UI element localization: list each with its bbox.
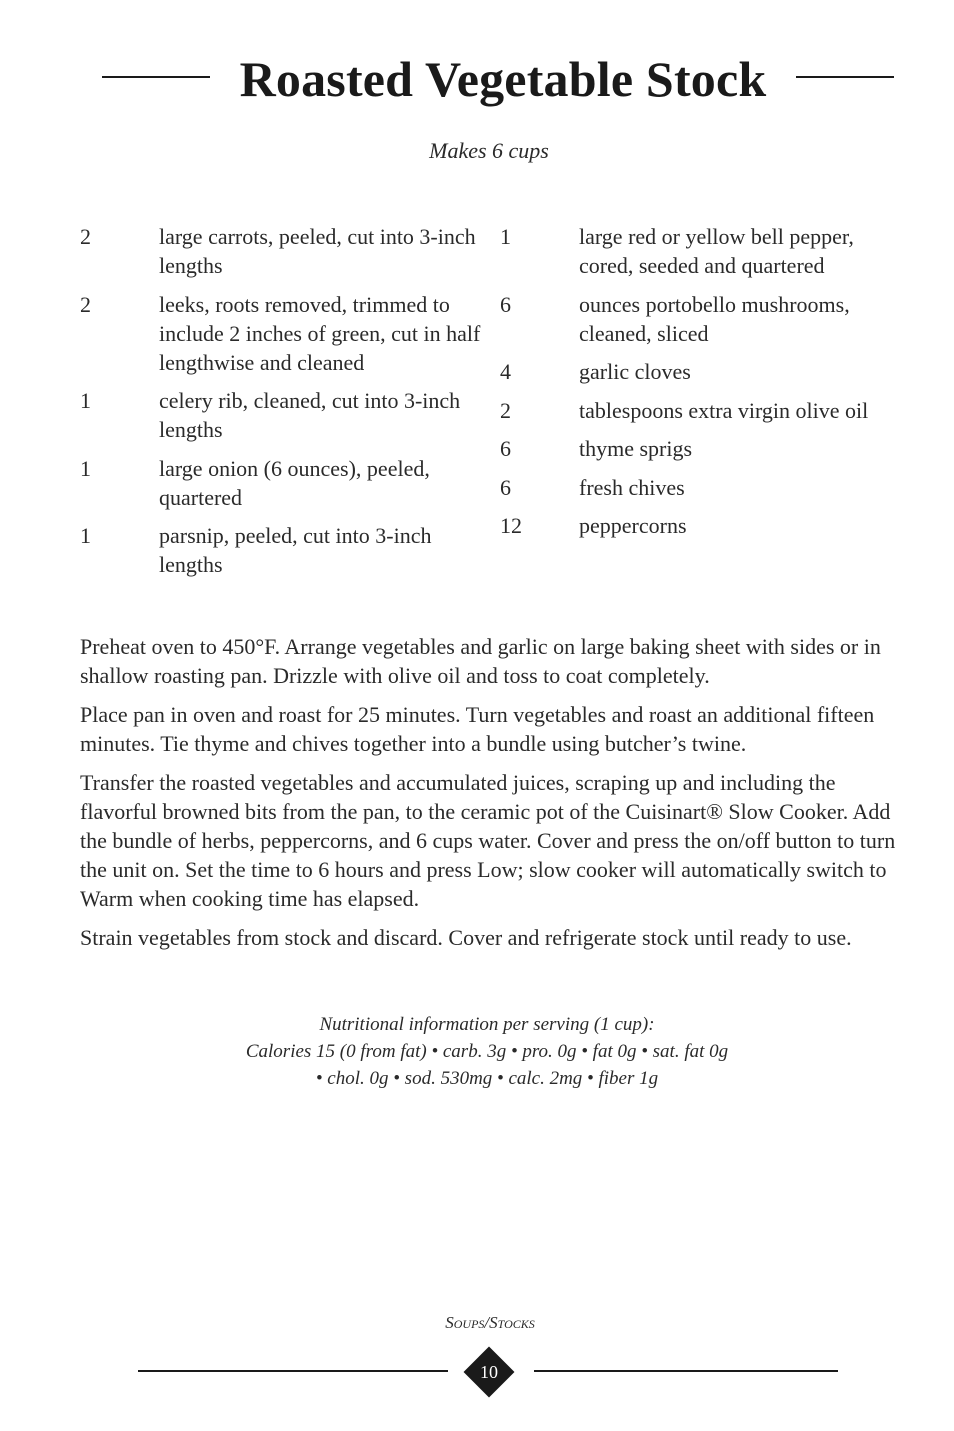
page-number-badge (463, 1346, 515, 1398)
ingredient-quantity: 1 (80, 523, 91, 548)
ingredient-item (80, 290, 490, 377)
ingredient-item (80, 222, 490, 280)
ingredient-description: peppercorns (579, 513, 687, 538)
ingredient-description: large onion (6 ounces), peeled, quartered (159, 455, 430, 510)
ingredient-quantity: 2 (80, 224, 91, 249)
ingredient-quantity: 1 (80, 388, 91, 413)
method-paragraph: Place pan in oven and roast for 25 minutes. Turn vegetables and roast an additional fifteen minutes. Tie thyme and chives together into a bundle using butcher’s twine. (80, 702, 875, 756)
ingredient-description: garlic cloves (579, 359, 691, 384)
recipe-yield: Makes 6 cups (429, 138, 549, 163)
ingredient-item (80, 386, 490, 444)
footer-rule-right (534, 1370, 838, 1372)
ingredient-item (500, 473, 900, 502)
method-steps (80, 632, 900, 962)
method-paragraph: Transfer the roasted vegetables and accumulated juices, scraping up and including the flavorful browned bits from the pan, to the ceramic pot of the Cuisinart® Slow Cooker. Add the bundle of herbs, peppercorns, and 6 cups water. Cover and press the on/off button to turn the unit on. Set the time to 6 hours and press Low; slow cooker will automatically switch to Warm when cooking time has elapsed. (80, 770, 896, 911)
ingredient-item (500, 434, 900, 463)
ingredient-description: parsnip, peeled, cut into 3-inch lengths (159, 523, 432, 577)
ingredient-quantity: 6 (500, 291, 511, 317)
ingredient-column-right (500, 222, 900, 550)
ingredient-description: large carrots, peeled, cut into 3-inch lengths (159, 224, 476, 278)
ingredient-quantity: 1 (80, 455, 91, 481)
ingredient-column-left (80, 222, 490, 589)
ingredient-description: large red or yellow bell pepper, cored, seeded and quartered (579, 224, 854, 278)
ingredient-item (500, 511, 900, 540)
title-rule-right (796, 76, 894, 78)
title-block (0, 48, 954, 118)
ingredient-item (80, 454, 490, 512)
footer-rule-left (138, 1370, 448, 1372)
ingredient-quantity: 2 (500, 397, 511, 423)
ingredient-description: fresh chives (579, 474, 685, 500)
ingredient-quantity: 6 (500, 474, 511, 500)
ingredient-quantity: 1 (500, 224, 511, 249)
section-label: Soups/Stocks (445, 1313, 535, 1332)
nutrition-line: Calories 15 (0 from fat) • carb. 3g • pro. 0g • fat 0g • sat. fat 0g (245, 1041, 729, 1062)
ingredient-item (500, 396, 900, 425)
ingredient-item (80, 521, 490, 579)
ingredient-quantity: 4 (500, 359, 511, 384)
nutrition-info (0, 1011, 954, 1092)
method-paragraph: Strain vegetables from stock and discard. Cover and refrigerate stock until ready to use. (80, 925, 852, 950)
ingredient-description: tablespoons extra virgin olive oil (579, 397, 869, 423)
ingredient-quantity: 6 (500, 436, 511, 461)
ingredient-item (500, 357, 900, 386)
ingredient-description: leeks, roots removed, trimmed to include 2 inches of green, cut in half lengthwise and cleaned (159, 291, 481, 375)
ingredient-quantity: 12 (500, 513, 522, 538)
nutrition-line: • chol. 0g • sod. 530mg • calc. 2mg • fiber 1g (315, 1068, 659, 1089)
ingredient-description: ounces portobello mushrooms, cleaned, sliced (579, 291, 850, 346)
ingredient-description: thyme sprigs (579, 436, 693, 461)
ingredient-quantity: 2 (80, 291, 91, 317)
nutrition-heading: Nutritional information per serving (1 cup): (319, 1014, 655, 1035)
method-paragraph: Preheat oven to 450°F. Arrange vegetables and garlic on large baking sheet with sides or in shallow roasting pan. Drizzle with olive oil and toss to coat completely. (80, 634, 881, 688)
ingredient-item (500, 290, 900, 348)
page-number: 10 (480, 1362, 498, 1382)
ingredient-description: celery rib, cleaned, cut into 3-inch lengths (159, 388, 461, 442)
ingredient-item (500, 222, 900, 280)
recipe-title: Roasted Vegetable Stock (239, 51, 767, 107)
title-rule-left (102, 76, 210, 78)
